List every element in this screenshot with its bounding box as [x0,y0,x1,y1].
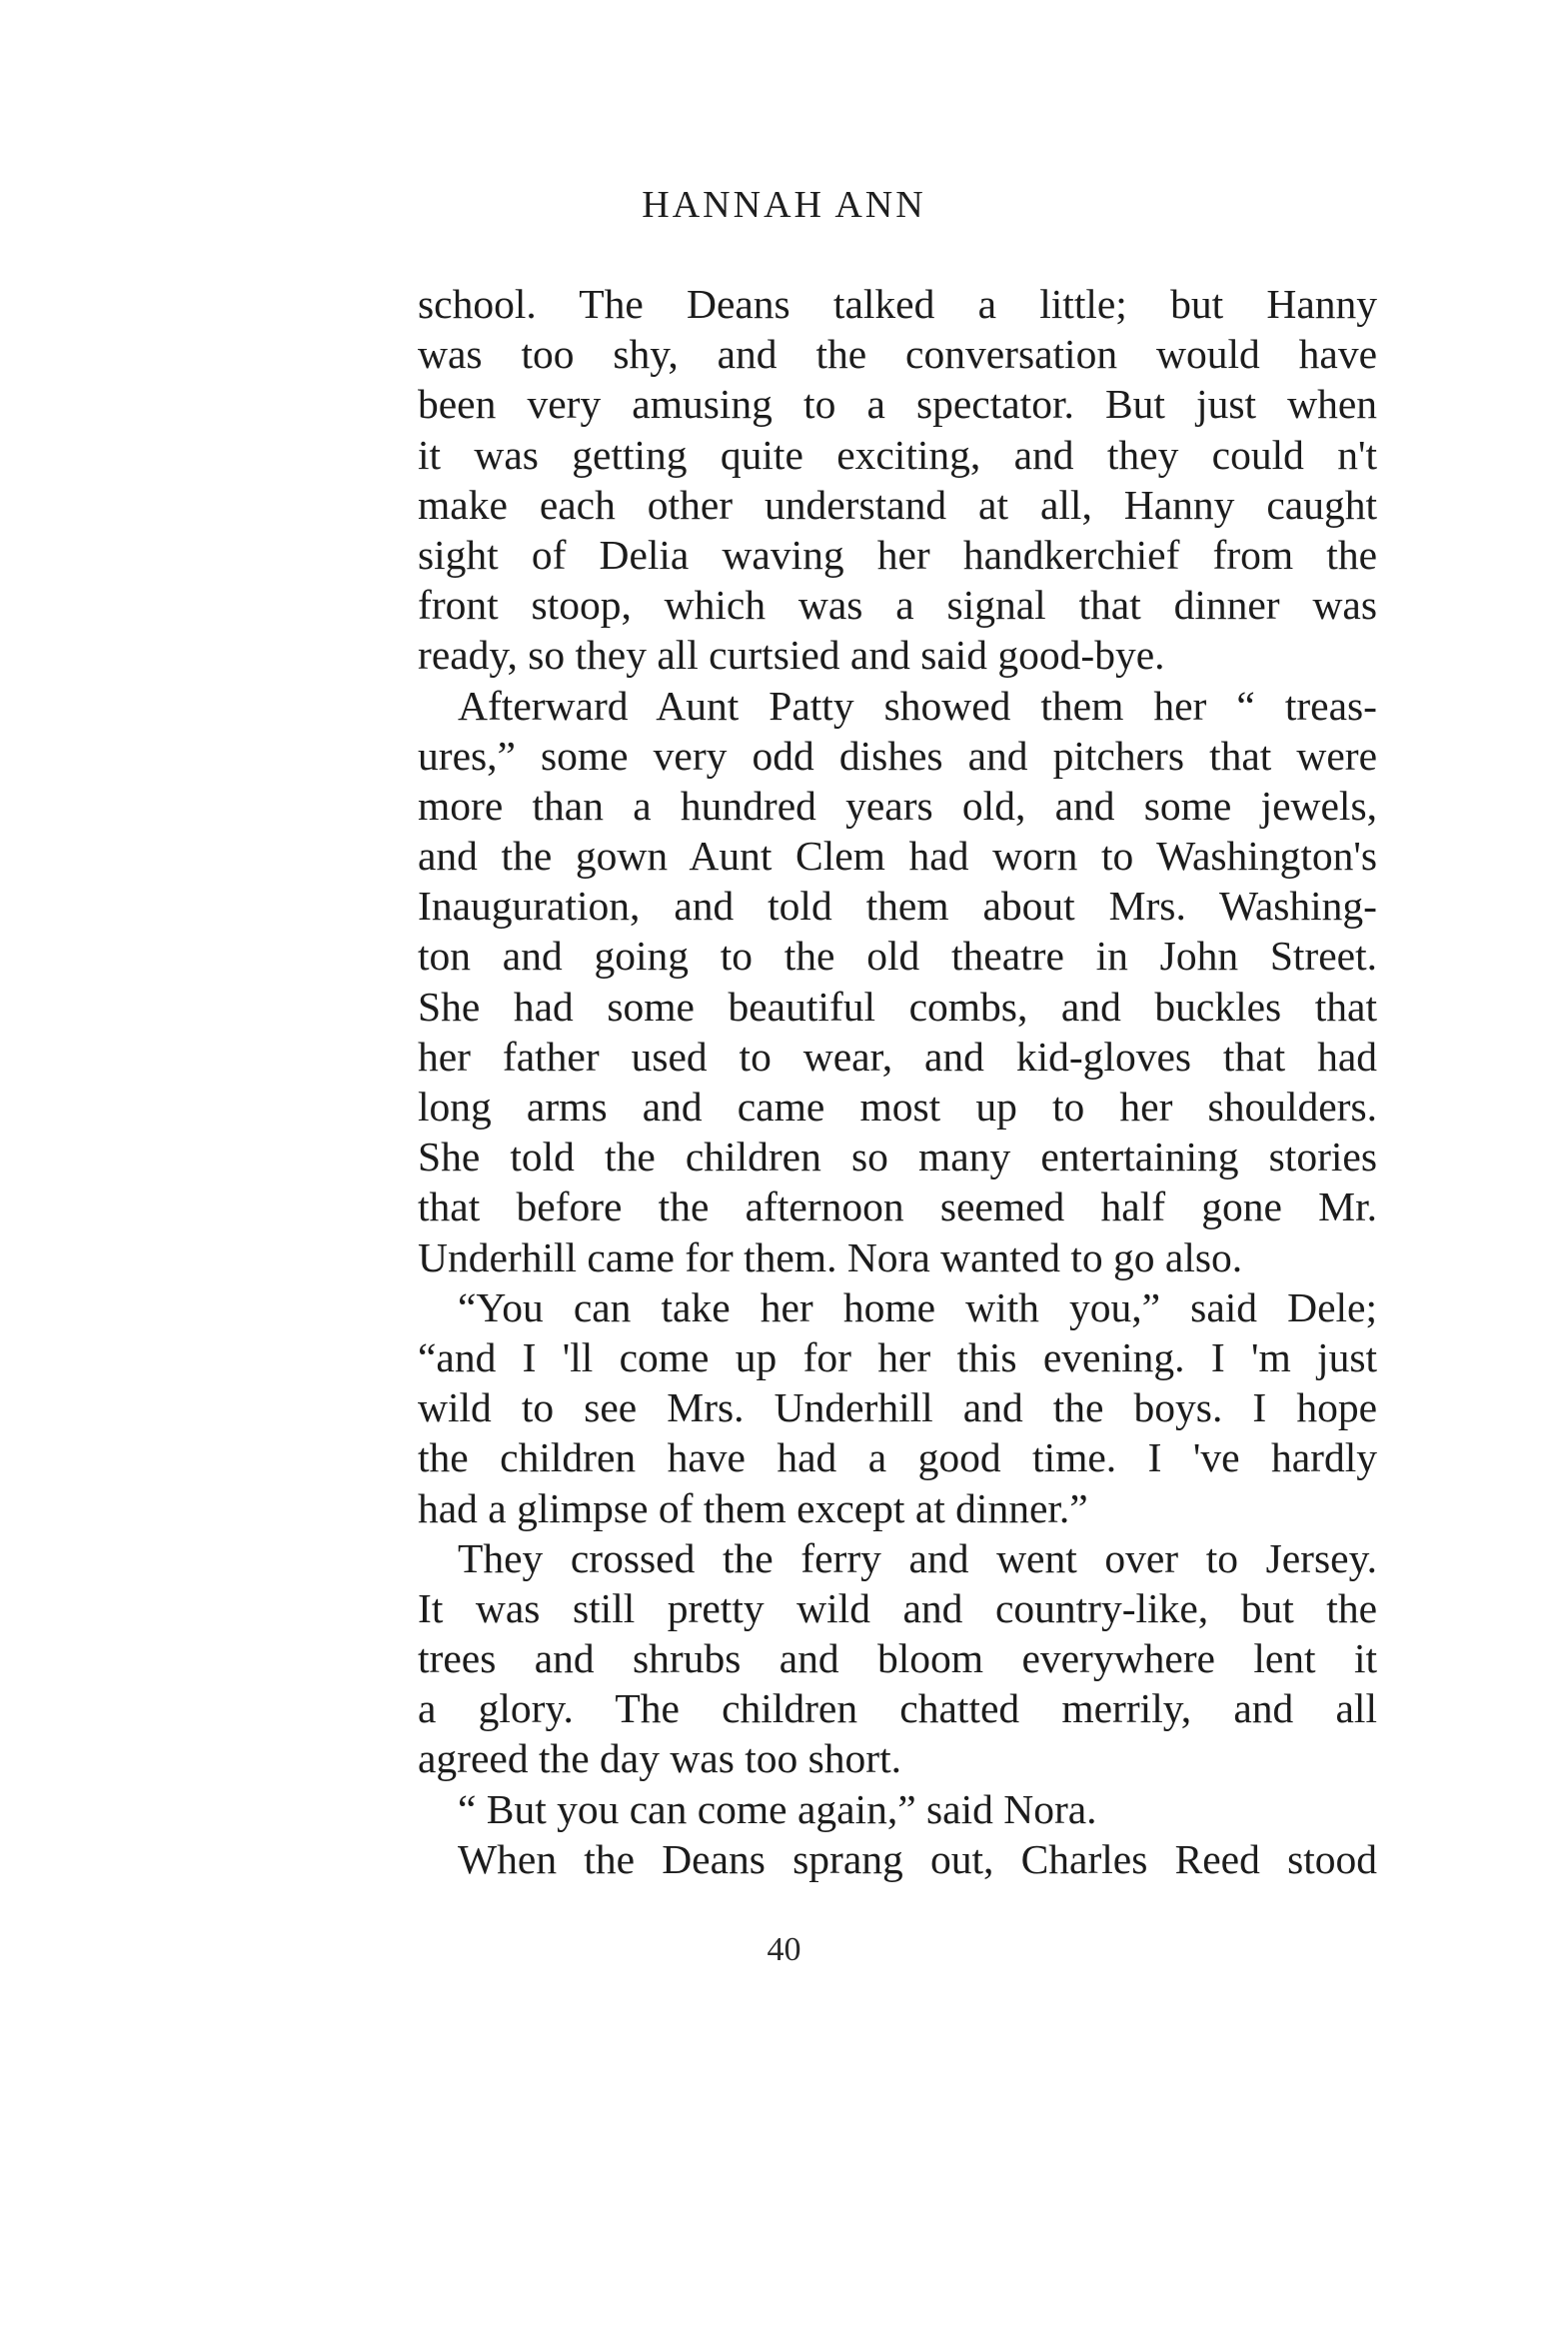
text-line: more than a hundred years old, and some jewels, [418,782,1377,829]
text-line: her father used to wear, and kid-gloves that had [418,1033,1377,1080]
text-line: long arms and came most up to her shoulders. [418,1084,1377,1130]
text-line: and the gown Aunt Clem had worn to Washington's [418,833,1377,880]
text-line: wild to see Mrs. Underhill and the boys. I hope [418,1384,1377,1431]
text-line: had a glimpse of them except at dinner.” [418,1484,1088,1531]
text-line: Inauguration, and told them about Mrs. Washing- [418,883,1377,930]
text-line: front stoop, which was a signal that dinner was [418,582,1377,629]
text-line: Afterward Aunt Patty showed them her “ treas- [458,682,1377,729]
text-line: been very amusing to a spectator. But just when [418,381,1377,428]
text-line: agreed the day was too short. [418,1735,902,1782]
text-line: They crossed the ferry and went over to Jersey. [458,1534,1377,1581]
text-line: make each other understand at all, Hanny caught [418,481,1377,528]
text-line: a glory. The children chatted merrily, and all [418,1685,1377,1732]
text-line: it was getting quite exciting, and they could n't [418,431,1377,478]
text-line: “and I 'll come up for her this evening. I 'm just [418,1333,1377,1380]
text-line: sight of Delia waving her handkerchief from the [418,531,1377,578]
text-line: the children have had a good time. I 've hardly [418,1434,1377,1481]
text-line: ures,” some very odd dishes and pitchers that were [418,732,1377,779]
running-head: HANNAH ANN [642,184,926,226]
text-line: It was still pretty wild and country-like, but the [418,1584,1377,1631]
text-line: “You can take her home with you,” said Dele; [458,1283,1377,1330]
text-line: Underhill came for them. Nora wanted to go also. [418,1233,1243,1280]
text-line: was too shy, and the conversation would have [418,331,1377,378]
text-line: ton and going to the old theatre in John Street. [418,933,1377,980]
body-text [418,279,1377,1884]
text-line: trees and shrubs and bloom everywhere lent it [418,1635,1377,1682]
text-line: When the Deans sprang out, Charles Reed stood [458,1835,1377,1882]
text-line: She had some beautiful combs, and buckles that [418,983,1377,1030]
text-line: school. The Deans talked a little; but Hanny [418,281,1377,327]
text-line: “ But you can come again,” said Nora. [458,1785,1097,1832]
text-line: that before the afternoon seemed half gone Mr. [418,1183,1377,1230]
text-line: ready, so they all curtsied and said good-bye. [418,632,1165,679]
text-line: She told the children so many entertaining stories [418,1134,1377,1180]
page-number: 40 [767,1931,801,1968]
